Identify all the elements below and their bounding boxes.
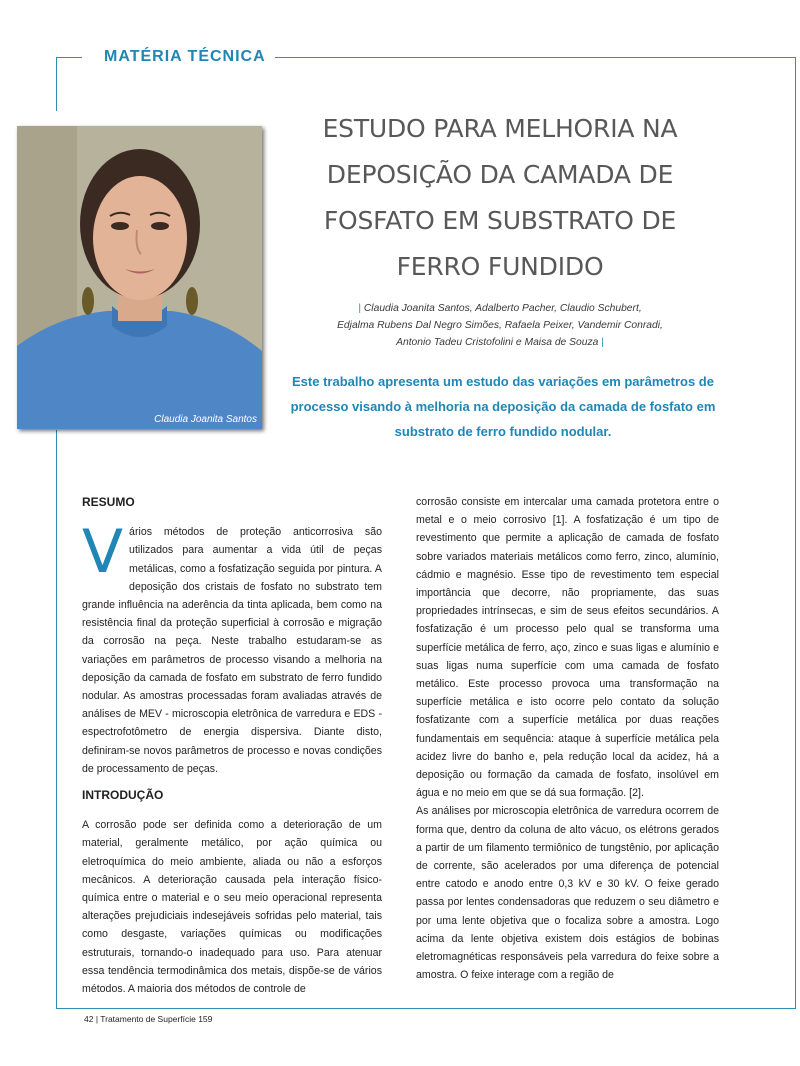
title-line: ESTUDO PARA MELHORIA NA <box>322 114 678 143</box>
portrait-illustration <box>17 126 262 429</box>
authors-line: Antonio Tadeu Cristofolini e Maisa de Souza <box>396 337 599 348</box>
authors-block <box>300 300 700 351</box>
authors-line: Claudia Joanita Santos, Adalberto Pacher, Claudio Schubert, <box>363 303 642 314</box>
introducao-heading: INTRODUÇÃO <box>82 788 164 803</box>
authors-line: Edjalma Rubens Dal Negro Simões, Rafaela Peixer, Vandemir Conradi, <box>337 320 663 331</box>
photo-caption: Claudia Joanita Santos <box>154 414 257 425</box>
page-footer: 42 | Tratamento de Superfície 159 <box>84 1014 213 1024</box>
frame-line-bottom <box>56 1008 796 1009</box>
frame-line-left-upper <box>56 57 57 111</box>
introducao-paragraph: A corrosão pode ser definida como a deterioração de um material, geralmente metálico, por ação química ou eletroquímica do meio ambiente, aliada ou não a esforços mecânicos. A deterioração causada pela interação físico-química entre o material e o seu meio operacional representa alterações prejudiciais indesejáveis sofridas pelo material, tais como desgaste, variações químicas ou modificações estruturais, tornando-o inadequado para uso. Para atenuar essa tendência termodinâmica dos metais, dispõe-se de vários métodos. A maioria dos métodos de controle de <box>82 819 382 996</box>
resumo-paragraph <box>82 517 382 778</box>
frame-line-left-lower <box>56 430 57 1009</box>
left-column <box>82 493 382 998</box>
frame-line-right <box>795 57 796 1009</box>
lead-paragraph: Este trabalho apresenta um estudo das variações em parâmetros de processo visando à melhoria na deposição da camada de fosfato em substrato de ferro fundido nodular. <box>290 374 716 439</box>
authors-bar: | <box>601 337 604 348</box>
body-paragraph: corrosão consiste em intercalar uma camada protetora entre o metal e o meio corrosivo [1]. A fosfatização é um tipo de revestimento que permite a aplicação de camada de fosfato sobre variados materiais metálicos como ferro, zinco, alumínio, cádmio e magnésio. Esse tipo de revestimento tem especial importância que decorre, não propriamente, das suas propriedades intrínsecas, e sim de seus efeitos secundários. A fosfatização é um processo pelo qual se transforma uma superfície metálica de ferro, aço, zinco e suas ligas e alumínio e suas ligas numa superfície com uma camada de fosfato metálico. Este processo provoca uma transformação na superfície metálica e isto ocorre pelo contato da solução fosfatizante com a superfície metálica por duas reações fundamentais em sequência: ataque à superfície metálica pela acidez livre do banho e, pela redução local da acidez, há a deposição ou formação da camada de fosfato, insolúvel em água e no meio em que se dá sua formação. [2]. <box>416 496 719 800</box>
body-paragraph: As análises por microscopia eletrônica de varredura ocorrem de forma que, dentro da coluna de alto vácuo, os elétrons gerados a partir de um filamento termiônico de tungstênio, por aplicação de corrente, são acelerados por uma diferença de potencial entre catodo e anodo entre 0,3 kV e 30 kV. O feixe gerado passa por lentes condensadoras que reduzem o seu diâmetro e por uma lente objetiva que o focaliza sobre a amostra. Logo acima da lente objetiva existem dois estágios de bobinas eletromagnéticas responsáveis pela varredura do feixe sobre a amostra. O feixe interage com a região de <box>416 805 719 982</box>
article-title <box>290 106 710 290</box>
frame-line-top-left <box>56 57 82 58</box>
section-label: MATÉRIA TÉCNICA <box>104 48 266 65</box>
drop-cap: V <box>82 517 124 588</box>
frame-line-top-right <box>275 57 796 58</box>
right-column <box>416 493 719 984</box>
resumo-heading: RESUMO <box>82 495 135 509</box>
authors-bar: | <box>358 303 361 314</box>
author-photo <box>17 126 262 429</box>
title-line: FOSFATO EM SUBSTRATO DE <box>323 206 677 235</box>
title-line: FERRO FUNDIDO <box>396 252 604 281</box>
title-line: DEPOSIÇÃO DA CAMADA DE <box>326 160 674 189</box>
resumo-text: ários métodos de proteção anticorrosiva são utilizados para aumentar a vida útil de peças metálicas, como a fosfatização seguida por pintura. A deposição dos cristais de fosfato no substrato tem grande influência na aderência da tinta aplicada, bem como na resistência final da proteção superficial à corrosão e migração da corrosão na peça. Neste trabalho estudaram-se as variações em parâmetros de processo visando a melhoria na deposição da camada de fosfato em substrato de ferro fundido nodular. As amostras processadas foram avaliadas através de análises de MEV - microscopia eletrônica de varredura e EDS - espectrofotômetro de energia dispersiva. Diante disto, definiram-se novos parâmetros de processo e novas condições de processamento de peças. <box>82 526 382 775</box>
